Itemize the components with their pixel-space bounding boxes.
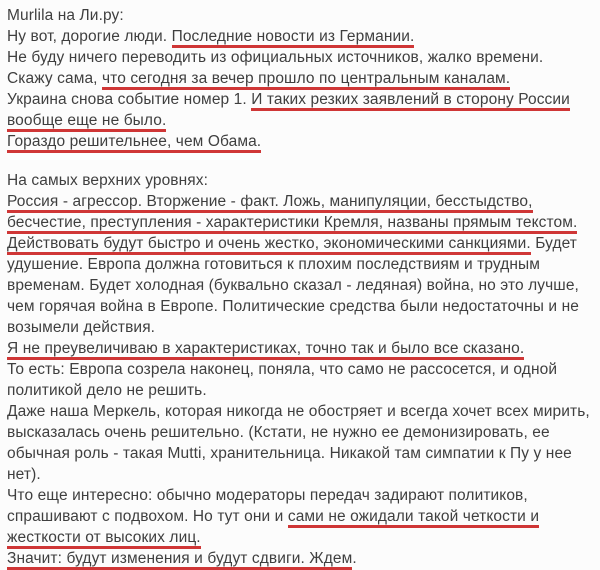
text-segment: Что еще интересно: обычно модераторы передач задирают политиков, (7, 487, 528, 504)
text-line (7, 359, 596, 380)
text-line (7, 170, 596, 191)
text-line (7, 296, 596, 317)
text-line (7, 443, 596, 464)
text-line (7, 401, 596, 422)
highlighted-text: Действовать будут быстро и очень жестко, экономическими санкциями. (7, 235, 531, 255)
text-line (7, 275, 596, 296)
highlighted-text: вообще еще не было. (7, 112, 166, 132)
text-segment: политикой дело не решить. (7, 382, 207, 399)
highlighted-text: Россия - агрессор. Вторжение - факт. Ложь, манипуляции, бесстыдство, (7, 193, 533, 213)
text-line (7, 485, 596, 506)
highlighted-text: жесткости от высоких лиц. (7, 529, 201, 549)
text-segment: нет). (7, 466, 41, 483)
text-segment: временам. Будет холодная (буквально сказал - ледяная) война, но это лучше, (7, 277, 579, 294)
highlighted-text: Я не преувеличиваю в характеристиках, точно так и было все сказано. (7, 340, 524, 360)
text-line (7, 506, 596, 527)
paragraph (7, 170, 596, 569)
highlighted-text: что сегодня за вечер прошло по центральным каналам. (102, 70, 510, 90)
highlighted-text: бесчестие, преступления - характеристики Кремля, названы прямым текстом. (7, 214, 577, 234)
highlighted-text: Гораздо решительнее, чем Обама. (7, 133, 261, 153)
text-line (7, 254, 596, 275)
author-line: Murlila на Ли.ру: (7, 7, 124, 24)
text-line (7, 26, 596, 47)
text-segment: обычная роль - такая Mutti, хранительница. Никакой там симпатии к Пу у нее (7, 445, 572, 462)
paragraph (7, 26, 596, 152)
text-segment: То есть: Европа созрела наконец, поняла, что само не рассосется, и одной (7, 361, 558, 378)
text-line (7, 422, 596, 443)
text-line (7, 338, 596, 359)
text-line (7, 464, 596, 485)
text-line (7, 548, 596, 569)
text-segment: высказалась очень решительно. (Кстати, не нужно ее демонизировать, ее (7, 424, 550, 441)
text-segment: чем горячая война в Европе. Политические средства были недостаточны и не (7, 298, 579, 315)
highlighted-text: Последние новости из Германии. (172, 28, 415, 48)
text-segment: Ну вот, дорогие люди. (7, 28, 172, 45)
text-line (7, 380, 596, 401)
highlighted-text: сами не ожидали такой четкости и (288, 508, 539, 528)
highlighted-text: Значит: будут изменения и будут сдвиги. Ждем (7, 550, 352, 570)
text-segment: Даже наша Меркель, которая никогда не обостряет и всегда хочет всех мирить, (7, 403, 590, 420)
text-line (7, 212, 596, 233)
text-line (7, 47, 596, 68)
text-line (7, 110, 596, 131)
post-body (7, 26, 596, 569)
text-segment: . (352, 550, 357, 567)
text-segment: Будет (530, 235, 578, 252)
text-line (7, 317, 596, 338)
text-line (7, 131, 596, 152)
text-line (7, 527, 596, 548)
text-segment: Украина снова событие номер 1. (7, 91, 252, 108)
text-line (7, 233, 596, 254)
text-segment: Не буду ничего переводить из официальных источников, жалко времени. (7, 49, 544, 66)
text-segment: На самых верхних уровнях: (7, 172, 209, 189)
text-line (7, 89, 596, 110)
text-segment: удушение. Европа должна готовиться к плохим последствиям и трудным (7, 256, 541, 273)
text-segment: возымели действия. (7, 319, 156, 336)
text-segment: спрашивают с подвохом. Но тут они и (7, 508, 288, 525)
text-line (7, 191, 596, 212)
text-line (7, 68, 596, 89)
highlighted-text: И таких резких заявлений в сторону России (251, 91, 570, 111)
text-segment: Скажу сама, (7, 70, 102, 87)
